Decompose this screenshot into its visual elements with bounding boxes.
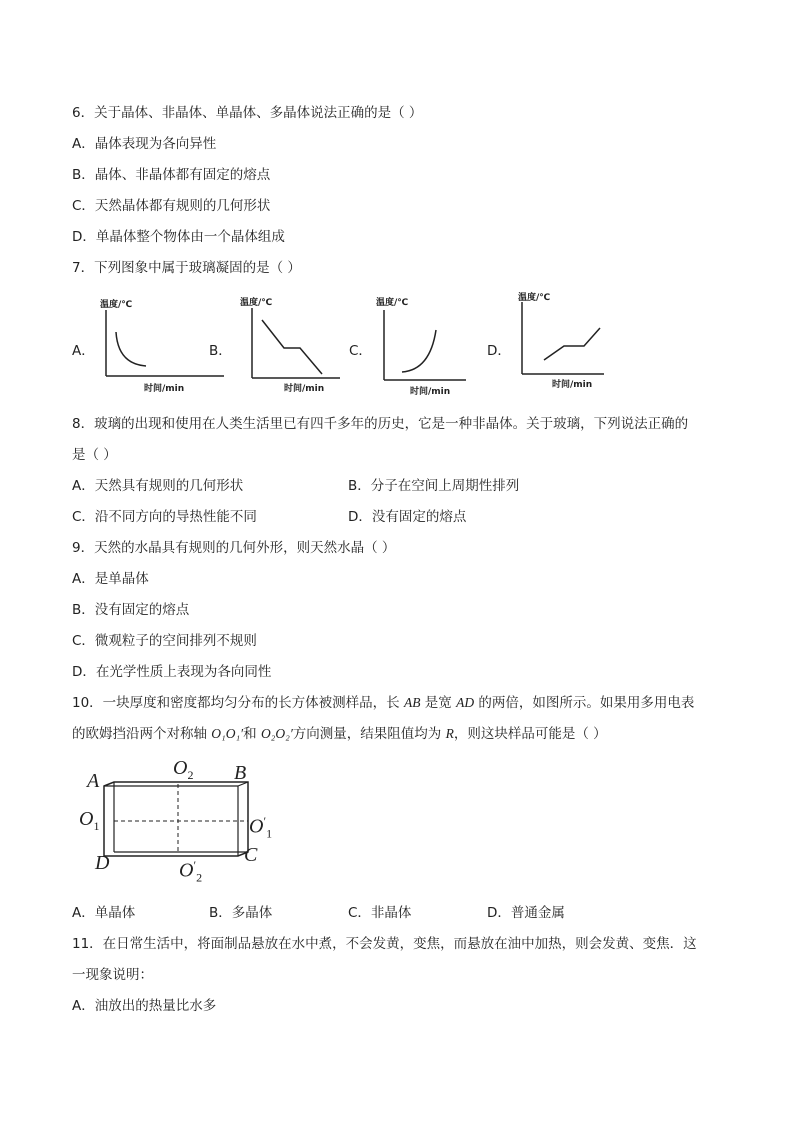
q9-option-b: B．没有固定的熔点 — [72, 602, 190, 618]
graph-b-xlabel: 时间/min — [284, 384, 325, 394]
q7-stem: 7．下列图象中属于玻璃凝固的是（ ） — [72, 260, 301, 276]
graph-a-ylabel: 温度/℃ — [100, 300, 133, 310]
q10-ad-symbol: AD — [456, 695, 475, 710]
graph-d-ylabel: 温度/℃ — [518, 293, 551, 303]
q6-option-c: C．天然晶体都有规则的几何形状 — [72, 198, 271, 214]
q10-r-symbol: R — [445, 726, 454, 741]
q11-stem-line1: 11．在日常生活中，将面制品悬放在水中煮，不会发黄，变焦，而悬放在油中加热，则会发黄、变焦．这 — [72, 936, 697, 952]
graph-c-ylabel: 温度/℃ — [376, 298, 409, 308]
q7-label-d: D． — [487, 343, 511, 359]
q6-option-b: B．晶体、非晶体都有固定的熔点 — [72, 167, 271, 183]
q10-option-a: A．单晶体 — [72, 905, 136, 921]
q6-stem: 6．关于晶体、非晶体、单晶体、多晶体说法正确的是（ ） — [72, 105, 423, 121]
q10-stem-line1: 10．一块厚度和密度都均匀分布的长方体被测样品，长 AB 是宽 AD 的两倍，如图所示。如果用多用电表 — [72, 695, 695, 711]
label-o1: $O_1$ — [79, 808, 100, 833]
q9-option-a: A．是单晶体 — [72, 571, 149, 587]
q7-graph-c — [372, 294, 502, 402]
q7-label-a: A． — [72, 343, 95, 359]
graph-b-curve — [262, 320, 322, 374]
q11-option-a: A．油放出的热量比水多 — [72, 998, 217, 1014]
q7-label-c: C． — [349, 343, 372, 359]
q10-option-c: C．非晶体 — [348, 905, 412, 921]
graph-c-curve — [402, 330, 436, 372]
q10-stem-line2: 的欧姆挡沿两个对称轴 O₁O₁′和 O₂O₂′方向测量，结果阻值均为 R，则这块样品可能是（ ） — [72, 726, 607, 742]
q7-graph-a — [96, 296, 226, 400]
q7-graph-b — [238, 294, 368, 398]
graph-a-xlabel: 时间/min — [144, 384, 185, 394]
graph-c-xlabel: 时间/min — [410, 387, 451, 397]
label-o1-prime: $O'_1$ — [249, 814, 273, 841]
q10-axis2-symbol: O₂O₂′ — [260, 726, 293, 741]
q10-option-d: D．普通金属 — [487, 905, 565, 921]
q8-option-d: D．没有固定的熔点 — [348, 509, 467, 525]
q6-option-d: D．单晶体整个物体由一个晶体组成 — [72, 229, 285, 245]
q9-option-c: C．微观粒子的空间排列不规则 — [72, 633, 257, 649]
q8-stem-line2: 是（ ） — [72, 447, 117, 463]
graph-a-curve — [116, 332, 146, 366]
q6-option-a: A．晶体表现为各向异性 — [72, 136, 217, 152]
q9-option-d: D．在光学性质上表现为各向同性 — [72, 664, 272, 680]
q11-stem-line2: 一现象说明： — [72, 967, 153, 983]
label-c: C — [244, 844, 258, 866]
label-o2-prime: $O'_2$ — [179, 858, 203, 885]
graph-d-curve — [544, 328, 600, 360]
q8-stem-line1: 8．玻璃的出现和使用在人类生活里已有四千多年的历史，它是一种非晶体。关于玻璃，下列说法正确的 — [72, 416, 689, 432]
graph-b-ylabel: 温度/℃ — [240, 298, 273, 308]
label-d: D — [95, 852, 110, 874]
q10-axis1-symbol: O₁O₁′ — [211, 726, 244, 741]
q8-option-c: C．沿不同方向的导热性能不同 — [72, 509, 257, 525]
q8-option-a: A．天然具有规则的几何形状 — [72, 478, 244, 494]
q8-option-b: B．分子在空间上周期性排列 — [348, 478, 520, 494]
q7-label-b: B． — [209, 343, 232, 359]
label-b: B — [234, 762, 247, 784]
q10-ab-symbol: AB — [403, 695, 421, 710]
graph-d-xlabel: 时间/min — [552, 380, 593, 390]
q10-option-b: B．多晶体 — [209, 905, 273, 921]
label-o2: $O_2$ — [173, 757, 194, 782]
q7-graph-d — [514, 288, 644, 396]
label-a: A — [87, 770, 100, 792]
q9-stem: 9．天然的水晶具有规则的几何外形，则天然水晶（ ） — [72, 540, 396, 556]
